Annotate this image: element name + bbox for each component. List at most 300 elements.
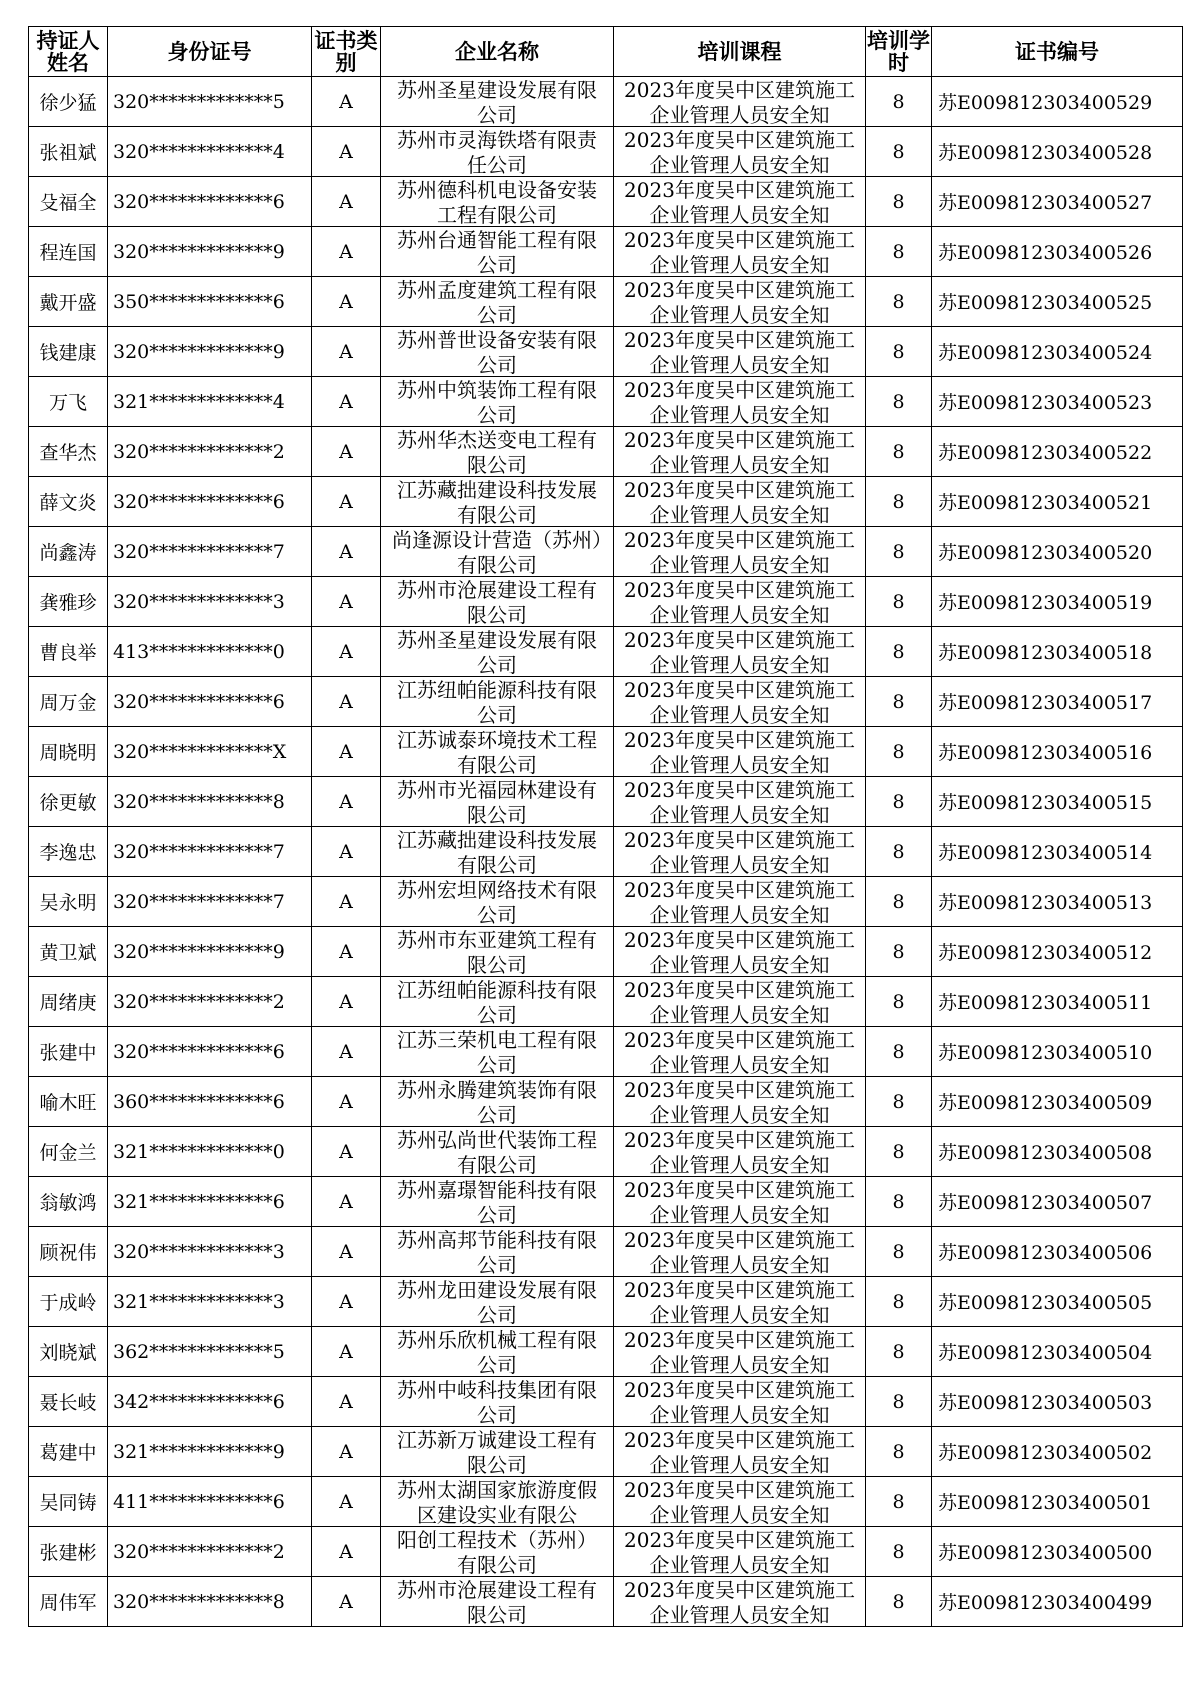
table-row (29, 1177, 1183, 1227)
cell-company (381, 677, 614, 727)
cell-course-text: 2023年度吴中区建筑施工企业管理人员安全知 (624, 378, 855, 425)
cell-id-number: 413*************0 (108, 627, 312, 677)
cell-name: 徐少猛 (29, 77, 108, 127)
cell-course-text: 2023年度吴中区建筑施工企业管理人员安全知 (624, 878, 855, 925)
cell-course (614, 1077, 866, 1127)
cell-company-text: 苏州高邦节能科技有限公司 (397, 1228, 597, 1275)
cell-company-text: 苏州乐欣机械工程有限公司 (397, 1328, 597, 1375)
cell-company-text: 苏州市沧展建设工程有限公司 (397, 1578, 597, 1625)
cell-id-number: 320*************7 (108, 827, 312, 877)
cell-hours: 8 (866, 827, 932, 877)
cell-name: 于成岭 (29, 1277, 108, 1327)
cell-hours: 8 (866, 77, 932, 127)
cell-course (614, 1127, 866, 1177)
cell-cert-type: A (312, 77, 381, 127)
cell-id-number: 320*************9 (108, 327, 312, 377)
cell-course (614, 377, 866, 427)
cell-cert-type: A (312, 1377, 381, 1427)
cell-company-text: 江苏三荣机电工程有限公司 (397, 1028, 597, 1075)
cell-course (614, 1277, 866, 1327)
cell-company-text: 苏州市东亚建筑工程有限公司 (397, 928, 597, 975)
cell-hours: 8 (866, 227, 932, 277)
cell-id-number: 342*************6 (108, 1377, 312, 1427)
cell-company-text: 苏州永腾建筑装饰有限公司 (397, 1078, 597, 1125)
table-row (29, 277, 1183, 327)
cell-id-number: 320*************3 (108, 1227, 312, 1277)
cell-cert-number: 苏E009812303400523 (932, 377, 1183, 427)
cell-name: 查华杰 (29, 427, 108, 477)
cell-course-text: 2023年度吴中区建筑施工企业管理人员安全知 (624, 928, 855, 975)
cell-cert-type: A (312, 427, 381, 477)
cell-course (614, 177, 866, 227)
cell-hours: 8 (866, 127, 932, 177)
table-row (29, 977, 1183, 1027)
cell-company-text: 江苏纽帕能源科技有限公司 (397, 678, 597, 725)
cell-company-text: 苏州中岐科技集团有限公司 (397, 1378, 597, 1425)
cell-hours: 8 (866, 327, 932, 377)
cell-cert-type: A (312, 1177, 381, 1227)
cell-name: 曹良举 (29, 627, 108, 677)
cell-course-text: 2023年度吴中区建筑施工企业管理人员安全知 (624, 1178, 855, 1225)
cell-company-text: 苏州龙田建设发展有限公司 (397, 1278, 597, 1325)
cell-id-number: 320*************6 (108, 477, 312, 527)
cell-course (614, 1027, 866, 1077)
cell-company-text: 尚逢源设计营造（苏州）有限公司 (392, 528, 602, 575)
cell-company-text: 苏州华杰送变电工程有限公司 (397, 428, 597, 475)
cell-id-number: 321*************4 (108, 377, 312, 427)
cell-name: 张建彬 (29, 1527, 108, 1577)
cell-name: 程连国 (29, 227, 108, 277)
cell-course-text: 2023年度吴中区建筑施工企业管理人员安全知 (624, 1378, 855, 1425)
cell-course (614, 627, 866, 677)
cell-course (614, 777, 866, 827)
cell-company (381, 927, 614, 977)
cell-id-number: 320*************8 (108, 1577, 312, 1627)
cell-company (381, 1577, 614, 1627)
cell-company (381, 1277, 614, 1327)
cell-hours: 8 (866, 1077, 932, 1127)
header-cert-type: 证书类别 (312, 27, 381, 77)
cell-name: 徐更敏 (29, 777, 108, 827)
cell-cert-number: 苏E009812303400507 (932, 1177, 1183, 1227)
cell-id-number: 321*************3 (108, 1277, 312, 1327)
cell-name: 吴永明 (29, 877, 108, 927)
cell-course-text: 2023年度吴中区建筑施工企业管理人员安全知 (624, 628, 855, 675)
cell-name: 刘晓斌 (29, 1327, 108, 1377)
cell-cert-type: A (312, 677, 381, 727)
cell-cert-type: A (312, 827, 381, 877)
cell-cert-number: 苏E009812303400515 (932, 777, 1183, 827)
cell-company-text: 苏州市灵海铁塔有限责任公司 (397, 128, 597, 175)
cell-company (381, 477, 614, 527)
cell-course (614, 1227, 866, 1277)
cell-course-text: 2023年度吴中区建筑施工企业管理人员安全知 (624, 1428, 855, 1475)
cell-id-number: 321*************0 (108, 1127, 312, 1177)
cell-cert-type: A (312, 927, 381, 977)
cell-name: 周晓明 (29, 727, 108, 777)
cell-company (381, 227, 614, 277)
cell-cert-type: A (312, 127, 381, 177)
cell-id-number: 320*************7 (108, 527, 312, 577)
cell-company-text: 苏州圣星建设发展有限公司 (397, 628, 597, 675)
table-row (29, 477, 1183, 527)
cell-course (614, 927, 866, 977)
table-row (29, 127, 1183, 177)
cell-name: 葛建中 (29, 1427, 108, 1477)
cell-cert-number: 苏E009812303400527 (932, 177, 1183, 227)
cell-course (614, 1177, 866, 1227)
cell-name: 张建中 (29, 1027, 108, 1077)
cell-company-text: 江苏藏拙建设科技发展有限公司 (397, 478, 597, 525)
cell-hours: 8 (866, 777, 932, 827)
cell-cert-number: 苏E009812303400512 (932, 927, 1183, 977)
cell-course (614, 127, 866, 177)
table-row (29, 677, 1183, 727)
cell-company-text: 江苏纽帕能源科技有限公司 (397, 978, 597, 1025)
cell-cert-type: A (312, 1477, 381, 1527)
cell-cert-type: A (312, 1027, 381, 1077)
cell-course-text: 2023年度吴中区建筑施工企业管理人员安全知 (624, 128, 855, 175)
cell-cert-number: 苏E009812303400501 (932, 1477, 1183, 1527)
cell-id-number: 320*************X (108, 727, 312, 777)
table-body (29, 77, 1183, 1627)
table-row (29, 527, 1183, 577)
cell-course (614, 277, 866, 327)
cell-course-text: 2023年度吴中区建筑施工企业管理人员安全知 (624, 328, 855, 375)
cell-cert-number: 苏E009812303400519 (932, 577, 1183, 627)
cell-cert-number: 苏E009812303400524 (932, 327, 1183, 377)
cell-company (381, 627, 614, 677)
table-row (29, 1427, 1183, 1477)
cell-cert-type: A (312, 1427, 381, 1477)
cell-company-text: 苏州普世设备安装有限公司 (397, 328, 597, 375)
cell-name: 钱建康 (29, 327, 108, 377)
cell-name: 张祖斌 (29, 127, 108, 177)
cell-hours: 8 (866, 727, 932, 777)
cell-company (381, 777, 614, 827)
header-row (29, 27, 1183, 77)
cell-company (381, 427, 614, 477)
cell-name: 殳福全 (29, 177, 108, 227)
cell-hours: 8 (866, 1227, 932, 1277)
cell-name: 喻木旺 (29, 1077, 108, 1127)
cell-course (614, 77, 866, 127)
cell-course (614, 1427, 866, 1477)
cell-cert-type: A (312, 1077, 381, 1127)
cell-company (381, 1377, 614, 1427)
cell-hours: 8 (866, 377, 932, 427)
header-cert-no: 证书编号 (932, 27, 1183, 77)
cell-cert-number: 苏E009812303400516 (932, 727, 1183, 777)
cell-company (381, 827, 614, 877)
cell-cert-number: 苏E009812303400502 (932, 1427, 1183, 1477)
cell-company (381, 1427, 614, 1477)
table-row (29, 1527, 1183, 1577)
certificate-table (28, 26, 1183, 1627)
cell-cert-type: A (312, 727, 381, 777)
cell-company-text: 苏州孟度建筑工程有限公司 (397, 278, 597, 325)
cell-company-text: 苏州中筑装饰工程有限公司 (397, 378, 597, 425)
table-row (29, 1327, 1183, 1377)
cell-course-text: 2023年度吴中区建筑施工企业管理人员安全知 (624, 428, 855, 475)
cell-name: 聂长岐 (29, 1377, 108, 1427)
cell-course-text: 2023年度吴中区建筑施工企业管理人员安全知 (624, 1078, 855, 1125)
cell-company (381, 127, 614, 177)
cell-cert-type: A (312, 877, 381, 927)
cell-cert-number: 苏E009812303400500 (932, 1527, 1183, 1577)
cell-id-number: 320*************9 (108, 227, 312, 277)
cell-id-number: 320*************5 (108, 77, 312, 127)
table-row (29, 327, 1183, 377)
cell-hours: 8 (866, 927, 932, 977)
cell-course (614, 577, 866, 627)
cell-id-number: 321*************6 (108, 1177, 312, 1227)
cell-id-number: 362*************5 (108, 1327, 312, 1377)
cell-hours: 8 (866, 577, 932, 627)
cell-course-text: 2023年度吴中区建筑施工企业管理人员安全知 (624, 778, 855, 825)
table-row (29, 927, 1183, 977)
cell-cert-type: A (312, 277, 381, 327)
table-row (29, 1227, 1183, 1277)
cell-name: 周绪庚 (29, 977, 108, 1027)
cell-hours: 8 (866, 1427, 932, 1477)
cell-company (381, 727, 614, 777)
cell-cert-type: A (312, 577, 381, 627)
table-row (29, 1077, 1183, 1127)
cell-course-text: 2023年度吴中区建筑施工企业管理人员安全知 (624, 1228, 855, 1275)
cell-id-number: 320*************3 (108, 577, 312, 627)
cell-company (381, 1077, 614, 1127)
cell-company-text: 江苏新万诚建设工程有限公司 (397, 1428, 597, 1475)
cell-hours: 8 (866, 1177, 932, 1227)
cell-cert-type: A (312, 1327, 381, 1377)
cell-course (614, 227, 866, 277)
cell-course (614, 327, 866, 377)
table-row (29, 1577, 1183, 1627)
table-row (29, 1027, 1183, 1077)
cell-cert-type: A (312, 1127, 381, 1177)
cell-id-number: 320*************6 (108, 177, 312, 227)
cell-company-text: 苏州市沧展建设工程有限公司 (397, 578, 597, 625)
cell-id-number: 320*************6 (108, 1027, 312, 1077)
cell-company (381, 77, 614, 127)
cell-cert-type: A (312, 377, 381, 427)
header-id: 身份证号 (108, 27, 312, 77)
cell-course-text: 2023年度吴中区建筑施工企业管理人员安全知 (624, 728, 855, 775)
cell-course (614, 1577, 866, 1627)
cell-cert-type: A (312, 1227, 381, 1277)
cell-id-number: 360*************6 (108, 1077, 312, 1127)
cell-cert-number: 苏E009812303400517 (932, 677, 1183, 727)
cell-course-text: 2023年度吴中区建筑施工企业管理人员安全知 (624, 1528, 855, 1575)
cell-id-number: 321*************9 (108, 1427, 312, 1477)
cell-name: 翁敏鸿 (29, 1177, 108, 1227)
cell-course (614, 827, 866, 877)
cell-cert-number: 苏E009812303400506 (932, 1227, 1183, 1277)
cell-company (381, 377, 614, 427)
cell-cert-number: 苏E009812303400514 (932, 827, 1183, 877)
cell-name: 龚雅珍 (29, 577, 108, 627)
cell-course (614, 1377, 866, 1427)
cell-hours: 8 (866, 477, 932, 527)
cell-company-text: 苏州嘉璟智能科技有限公司 (397, 1178, 597, 1225)
cell-company-text: 苏州圣星建设发展有限公司 (397, 78, 597, 125)
cell-cert-number: 苏E009812303400511 (932, 977, 1183, 1027)
cell-company (381, 177, 614, 227)
cell-course-text: 2023年度吴中区建筑施工企业管理人员安全知 (624, 528, 855, 575)
cell-course-text: 2023年度吴中区建筑施工企业管理人员安全知 (624, 78, 855, 125)
cell-hours: 8 (866, 177, 932, 227)
cell-name: 周伟军 (29, 1577, 108, 1627)
cell-id-number: 320*************9 (108, 927, 312, 977)
header-hours: 培训学时 (867, 27, 930, 75)
cell-cert-number: 苏E009812303400522 (932, 427, 1183, 477)
cell-id-number: 320*************2 (108, 427, 312, 477)
cell-course-text: 2023年度吴中区建筑施工企业管理人员安全知 (624, 1278, 855, 1325)
cell-cert-number: 苏E009812303400520 (932, 527, 1183, 577)
cell-course (614, 727, 866, 777)
cell-company (381, 1527, 614, 1577)
cell-company (381, 1127, 614, 1177)
header-name: 持证人姓名 (29, 27, 108, 77)
cell-cert-number: 苏E009812303400513 (932, 877, 1183, 927)
cell-id-number: 320*************8 (108, 777, 312, 827)
cell-hours: 8 (866, 427, 932, 477)
header-company: 企业名称 (381, 27, 614, 77)
table-row (29, 1477, 1183, 1527)
cell-cert-type: A (312, 527, 381, 577)
cell-company-text: 江苏诚泰环境技术工程有限公司 (397, 728, 597, 775)
table-row (29, 777, 1183, 827)
header-course: 培训课程 (614, 27, 866, 77)
cell-company (381, 327, 614, 377)
cell-company (381, 977, 614, 1027)
cell-name: 尚鑫涛 (29, 527, 108, 577)
cell-company (381, 877, 614, 927)
cell-course (614, 977, 866, 1027)
cell-company-text: 江苏藏拙建设科技发展有限公司 (397, 828, 597, 875)
cell-cert-number: 苏E009812303400526 (932, 227, 1183, 277)
cell-name: 黄卫斌 (29, 927, 108, 977)
table-row (29, 1277, 1183, 1327)
cell-cert-number: 苏E009812303400503 (932, 1377, 1183, 1427)
cell-cert-type: A (312, 1527, 381, 1577)
cell-course-text: 2023年度吴中区建筑施工企业管理人员安全知 (624, 828, 855, 875)
cell-hours: 8 (866, 1127, 932, 1177)
cell-id-number: 320*************2 (108, 977, 312, 1027)
cell-hours: 8 (866, 1477, 932, 1527)
cell-course (614, 877, 866, 927)
cell-course-text: 2023年度吴中区建筑施工企业管理人员安全知 (624, 978, 855, 1025)
cell-name: 戴开盛 (29, 277, 108, 327)
cell-course-text: 2023年度吴中区建筑施工企业管理人员安全知 (624, 1128, 855, 1175)
table-row (29, 627, 1183, 677)
cell-course-text: 2023年度吴中区建筑施工企业管理人员安全知 (624, 278, 855, 325)
cell-cert-number: 苏E009812303400528 (932, 127, 1183, 177)
table-row (29, 377, 1183, 427)
cell-company (381, 1177, 614, 1227)
cell-company (381, 1027, 614, 1077)
cell-cert-type: A (312, 477, 381, 527)
cell-id-number: 320*************7 (108, 877, 312, 927)
cell-cert-number: 苏E009812303400510 (932, 1027, 1183, 1077)
cell-course (614, 477, 866, 527)
cell-name: 李逸忠 (29, 827, 108, 877)
cell-cert-type: A (312, 1577, 381, 1627)
cell-hours: 8 (866, 1577, 932, 1627)
cell-id-number: 350*************6 (108, 277, 312, 327)
table-row (29, 577, 1183, 627)
cell-hours: 8 (866, 1027, 932, 1077)
cell-course (614, 527, 866, 577)
cell-cert-number: 苏E009812303400518 (932, 627, 1183, 677)
cell-company-text: 苏州德科机电设备安装工程有限公司 (397, 178, 597, 225)
cell-hours: 8 (866, 877, 932, 927)
table-row (29, 1377, 1183, 1427)
cell-company (381, 1327, 614, 1377)
cell-cert-number: 苏E009812303400504 (932, 1327, 1183, 1377)
table-row (29, 827, 1183, 877)
table-row (29, 427, 1183, 477)
cell-name: 万飞 (29, 377, 108, 427)
cell-name: 吴同铸 (29, 1477, 108, 1527)
cell-hours: 8 (866, 1277, 932, 1327)
cell-course-text: 2023年度吴中区建筑施工企业管理人员安全知 (624, 1028, 855, 1075)
cell-course (614, 1527, 866, 1577)
cell-company (381, 1477, 614, 1527)
cell-cert-type: A (312, 627, 381, 677)
cell-cert-number: 苏E009812303400509 (932, 1077, 1183, 1127)
cell-hours: 8 (866, 1327, 932, 1377)
cell-course-text: 2023年度吴中区建筑施工企业管理人员安全知 (624, 1478, 855, 1525)
cell-hours: 8 (866, 627, 932, 677)
cell-cert-number: 苏E009812303400508 (932, 1127, 1183, 1177)
cell-course-text: 2023年度吴中区建筑施工企业管理人员安全知 (624, 1328, 855, 1375)
cell-cert-type: A (312, 777, 381, 827)
cell-cert-number: 苏E009812303400505 (932, 1277, 1183, 1327)
cell-company (381, 1227, 614, 1277)
cell-company-text: 苏州市光福园林建设有限公司 (397, 778, 597, 825)
cell-hours: 8 (866, 527, 932, 577)
cell-cert-type: A (312, 327, 381, 377)
cell-name: 顾祝伟 (29, 1227, 108, 1277)
cell-course-text: 2023年度吴中区建筑施工企业管理人员安全知 (624, 678, 855, 725)
cell-cert-type: A (312, 1277, 381, 1327)
cell-company-text: 阳创工程技术（苏州）有限公司 (397, 1528, 597, 1575)
cell-course-text: 2023年度吴中区建筑施工企业管理人员安全知 (624, 578, 855, 625)
cell-hours: 8 (866, 677, 932, 727)
cell-cert-number: 苏E009812303400499 (932, 1577, 1183, 1627)
cell-id-number: 411*************6 (108, 1477, 312, 1527)
cell-hours: 8 (866, 977, 932, 1027)
cell-company (381, 577, 614, 627)
cell-company-text: 苏州宏坦网络技术有限公司 (397, 878, 597, 925)
cell-cert-number: 苏E009812303400525 (932, 277, 1183, 327)
cell-id-number: 320*************6 (108, 677, 312, 727)
cell-cert-number: 苏E009812303400521 (932, 477, 1183, 527)
table-row (29, 227, 1183, 277)
table-row (29, 1127, 1183, 1177)
table-row (29, 77, 1183, 127)
cell-name: 薛文炎 (29, 477, 108, 527)
cell-name: 周万金 (29, 677, 108, 727)
cell-name: 何金兰 (29, 1127, 108, 1177)
cell-company-text: 苏州太湖国家旅游度假区建设实业有限公 (397, 1478, 597, 1525)
table-row (29, 877, 1183, 927)
cell-id-number: 320*************2 (108, 1527, 312, 1577)
cell-course-text: 2023年度吴中区建筑施工企业管理人员安全知 (624, 478, 855, 525)
cell-course-text: 2023年度吴中区建筑施工企业管理人员安全知 (624, 228, 855, 275)
